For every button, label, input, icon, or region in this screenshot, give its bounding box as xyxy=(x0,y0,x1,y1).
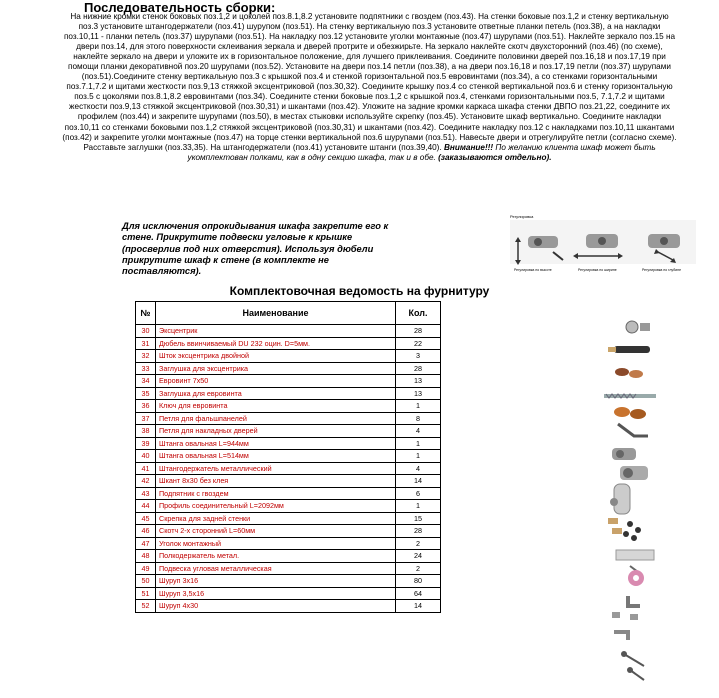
row-name: Дюбель ввинчиваемый DU 232 оцин. D=5мм. xyxy=(156,337,396,350)
table-row xyxy=(136,337,441,350)
profile-icon xyxy=(616,550,654,560)
table-row xyxy=(136,412,441,425)
overlay-hinge-icon xyxy=(620,466,648,480)
table-row xyxy=(136,400,441,413)
row-name: Подпятник с гвоздем xyxy=(156,487,396,500)
row-quantity: 3 xyxy=(396,350,441,363)
table-row xyxy=(136,512,441,525)
fittings-pictures xyxy=(600,320,660,693)
row-number: 36 xyxy=(136,400,156,413)
table-row xyxy=(136,487,441,500)
row-number: 32 xyxy=(136,350,156,363)
screw-icon xyxy=(621,651,644,666)
row-quantity: 4 xyxy=(396,425,441,438)
header-name: Наименование xyxy=(156,302,396,325)
table-row xyxy=(136,537,441,550)
row-name: Эксцентрик xyxy=(156,325,396,338)
row-number: 31 xyxy=(136,337,156,350)
row-name: Шкант 8х30 без клея xyxy=(156,475,396,488)
assembly-title: Последовательность сборки: xyxy=(84,0,276,15)
row-name: Полкодержатель метал. xyxy=(156,550,396,563)
instructions-text: На нижние кромки стенок боковых поз.1,2 и цоколей поз.8.1,8.2 установите подпятники с гвоздем (поз.43). На стенки боковые поз.1,2 и стенку вертикальную поз.3 установите штангодержатели (поз.41) шурупом (поз.51). На стенку вертикальную поз.3 установите ответные планки петель (поз.38), а на накладки поз.10,11 - планки петель (поз.37) шурупами (поз.51). На накладку поз.12 установите уголки монтажные (поз.47) шурупами (поз.51). Наклейте зеркало поз.15 на двери поз.14, для этого поверхности склеивания зеркала и дверей протрите и обезжирьте. На зеркало наклейте скотч двухсторонний (поз.46) (по схеме), наклейте зеркало на двери и уложите их в горизонтальное положение, для лучшего приклеивания. Соедините половинки дверей поз.16,18 и поз.17,19 при помощи планки декоративной поз.20 шурупами (поз.52). Установите на двери поз.14 петли (поз.38), а на двери поз.16,18 и поз.17,19 петли (поз.37) шурупами (поз.51).Соедините стенку вертикальную поз.3 с крышкой поз.4 и стенкой горизонтальной поз.5 евровинтами (поз.34), а со стенками горизонтальными поз.7.1,7.2 и щитами жесткости поз.9,13 стяжкой эксцентриковой (поз.30,32). Соедините крышку поз.4 со стенкой вертикальной поз.6 и стенку горизонтальную поз.5 с цоколями поз.8.1,8.2 евровинтами (поз.34). Соедините стенки боковые поз.1,2 с крышкой поз.4, стенками горизонтальными поз.5, 7.1,7.2 и щитами жесткости поз.9,13 стяжкой эксцентриковой (поз.30,31) и шкантами (поз.42). Уложите на задние кромки каркаса шкафа стенки ДВПО поз.21,22, соедините их профилем (поз.44) и закрепите шурупами (поз.50), в местах стыковки используйте скрепку (поз.45). Установите шкаф вертикально. Соедините накладки поз.10,11 со стенками боковыми поз.1,2 стяжкой эксцентриковой (поз.30,31) и шкантами (поз.42). Соедините накладку поз.12 с накладками поз.10,11 шкантами (поз.42) и закрепите уголки монтажные (поз.47) на торце стенки вертикальной поз.6 шурупами (поз.51). Навесьте двери и отрегулируйте петли (согласно схеме). Расставьте заглушки (поз.33,35). На штангодержатели (поз.41) установите штанги (поз.39,40). xyxy=(62,12,677,152)
euroscrew-icon xyxy=(604,394,656,398)
row-name: Скрепка для задней стенки xyxy=(156,512,396,525)
rod-holder-icon xyxy=(610,498,618,506)
hinge-adjustment-diagram xyxy=(508,212,698,274)
row-quantity: 2 xyxy=(396,562,441,575)
header-number: № xyxy=(136,302,156,325)
hinge-label-height: Регулировка по высоте xyxy=(514,268,552,272)
row-number: 50 xyxy=(136,575,156,588)
fittings-table-title: Комплектовочная ведомость на фурнитуру xyxy=(229,284,490,298)
screw-icon-2 xyxy=(627,667,644,680)
instructions-tail: По желанию клиента шкаф может быть укомплектован полками, как в одну секцию шкафа, так и в обе. xyxy=(187,142,656,162)
row-quantity: 6 xyxy=(396,487,441,500)
row-number: 43 xyxy=(136,487,156,500)
row-name: Подвеска угловая металлическая xyxy=(156,562,396,575)
table-row xyxy=(136,437,441,450)
table-row xyxy=(136,550,441,563)
table-row xyxy=(136,587,441,600)
table-row xyxy=(136,525,441,538)
hex-key-icon xyxy=(618,424,648,436)
row-number: 37 xyxy=(136,412,156,425)
table-header-row xyxy=(136,302,441,325)
row-quantity: 1 xyxy=(396,500,441,513)
attention-text: Внимание!!! xyxy=(443,142,494,152)
row-quantity: 1 xyxy=(396,450,441,463)
row-number: 39 xyxy=(136,437,156,450)
row-name: Заглушка для эксцентрика xyxy=(156,362,396,375)
table-row xyxy=(136,362,441,375)
header-quantity: Кол. xyxy=(396,302,441,325)
plug-icon xyxy=(615,368,643,378)
hinge-icon xyxy=(612,448,636,460)
wood-dowel-icon xyxy=(608,518,622,534)
euroscrew-plug-icon xyxy=(614,407,646,419)
row-quantity: 24 xyxy=(396,550,441,563)
row-number: 33 xyxy=(136,362,156,375)
row-quantity: 64 xyxy=(396,587,441,600)
glide-icon xyxy=(623,521,641,541)
row-number: 41 xyxy=(136,462,156,475)
table-row xyxy=(136,325,441,338)
row-name: Профиль соединительный L=2092мм xyxy=(156,500,396,513)
corner-hanger-icon xyxy=(614,632,628,640)
row-number: 44 xyxy=(136,500,156,513)
table-row xyxy=(136,575,441,588)
row-quantity: 22 xyxy=(396,337,441,350)
row-quantity: 14 xyxy=(396,475,441,488)
wall-mount-warning: Для исключения опрокидывания шкафа закрепите его к стене. Прикрутите подвески угловые к крышке (просверлив под них отверстия). Используя дюбели прикрутите шкаф к стене (в комплекте не поставляются). xyxy=(122,221,389,277)
row-name: Штанга овальная L=944мм xyxy=(156,437,396,450)
row-number: 35 xyxy=(136,387,156,400)
row-number: 40 xyxy=(136,450,156,463)
row-name: Заглушка для евровинта xyxy=(156,387,396,400)
row-name: Ключ для евровинта xyxy=(156,400,396,413)
hinge-label-depth: Регулировка по глубине xyxy=(642,268,682,272)
row-quantity: 28 xyxy=(396,525,441,538)
row-quantity: 4 xyxy=(396,462,441,475)
row-name: Скотч 2-х сторонний L=60мм xyxy=(156,525,396,538)
row-quantity: 8 xyxy=(396,412,441,425)
row-number: 52 xyxy=(136,600,156,613)
row-number: 51 xyxy=(136,587,156,600)
row-name: Шуруп 4х30 xyxy=(156,600,396,613)
tape-icon xyxy=(628,570,644,586)
row-quantity: 15 xyxy=(396,512,441,525)
table-row xyxy=(136,350,441,363)
row-name: Штанга овальная L=514мм xyxy=(156,450,396,463)
row-name: Петля для накладных дверей xyxy=(156,425,396,438)
shelf-support-icon xyxy=(612,612,638,620)
table-row xyxy=(136,475,441,488)
row-quantity: 14 xyxy=(396,600,441,613)
row-number: 48 xyxy=(136,550,156,563)
row-quantity: 2 xyxy=(396,537,441,550)
table-row xyxy=(136,600,441,613)
row-number: 30 xyxy=(136,325,156,338)
row-quantity: 13 xyxy=(396,375,441,388)
row-name: Шуруп 3х16 xyxy=(156,575,396,588)
table-row xyxy=(136,450,441,463)
row-quantity: 80 xyxy=(396,575,441,588)
row-number: 49 xyxy=(136,562,156,575)
row-name: Евровинт 7х50 xyxy=(156,375,396,388)
row-quantity: 1 xyxy=(396,437,441,450)
table-row xyxy=(136,425,441,438)
table-row xyxy=(136,462,441,475)
table-row xyxy=(136,500,441,513)
row-number: 46 xyxy=(136,525,156,538)
row-name: Уголок монтажный xyxy=(156,537,396,550)
row-number: 38 xyxy=(136,425,156,438)
row-number: 45 xyxy=(136,512,156,525)
row-name: Шток эксцентрика двойной xyxy=(156,350,396,363)
row-name: Шуруп 3,5х16 xyxy=(156,587,396,600)
mounting-bracket-icon xyxy=(628,596,640,606)
hinge-label-width: Регулировка по ширине xyxy=(578,268,617,272)
instructions-tail-bold: (заказываются отдельно). xyxy=(438,152,552,162)
fittings-table xyxy=(135,301,441,613)
table-row xyxy=(136,375,441,388)
row-quantity: 1 xyxy=(396,400,441,413)
table-row xyxy=(136,562,441,575)
row-quantity: 13 xyxy=(396,387,441,400)
row-quantity: 28 xyxy=(396,362,441,375)
row-name: Петля для фальшпанелей xyxy=(156,412,396,425)
eccentric-icon xyxy=(626,321,650,333)
hinge-caption: Регулировка xyxy=(510,214,534,219)
dowel-icon xyxy=(608,346,650,353)
row-quantity: 28 xyxy=(396,325,441,338)
row-name: Штангодержатель металлический xyxy=(156,462,396,475)
row-number: 47 xyxy=(136,537,156,550)
table-row xyxy=(136,387,441,400)
row-number: 42 xyxy=(136,475,156,488)
assembly-instructions xyxy=(62,12,677,163)
row-number: 34 xyxy=(136,375,156,388)
